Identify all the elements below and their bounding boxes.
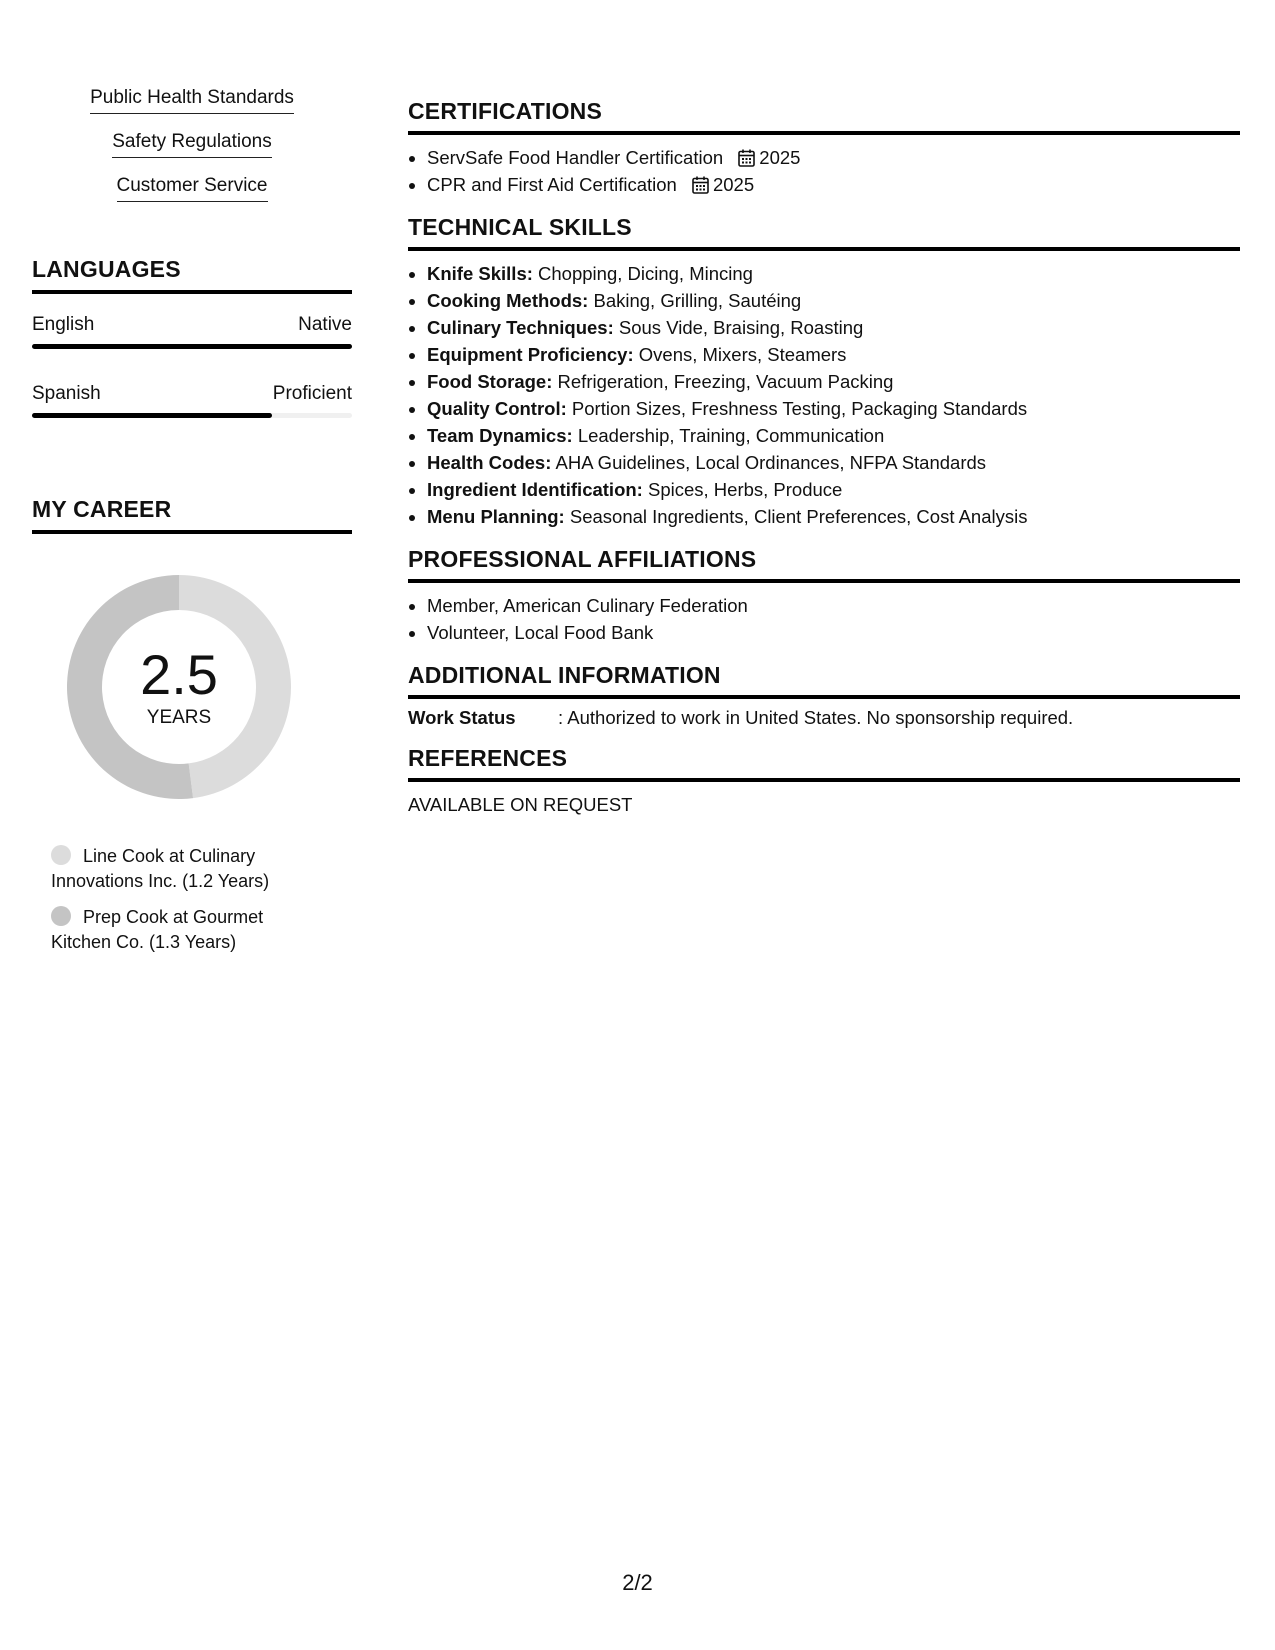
- career-section: [32, 496, 352, 955]
- calendar-icon: [692, 176, 709, 194]
- work-status-label: Work Status: [408, 707, 516, 728]
- skill-label: Culinary Techniques:: [427, 317, 614, 338]
- language-bar: [32, 413, 352, 418]
- skill-label: Quality Control:: [427, 398, 567, 419]
- skill-item: [427, 260, 1240, 287]
- technical-skills-list: [408, 260, 1240, 530]
- certification-item: [427, 144, 1240, 171]
- donut-center: [66, 574, 292, 800]
- language-name: Spanish: [32, 383, 101, 404]
- skill-value: Leadership, Training, Communication: [577, 425, 885, 446]
- affiliation-item: • Member, American Culinary Federation: [427, 592, 1240, 619]
- references-heading: REFERENCES: [408, 745, 1240, 782]
- skill-value: Sous Vide, Braising, Roasting: [618, 317, 864, 338]
- certifications-list: [408, 144, 1240, 198]
- skill-label: Team Dynamics:: [427, 425, 573, 446]
- skill-item: [427, 476, 1240, 503]
- work-status-row: [408, 707, 1240, 729]
- skill-value: AHA Guidelines, Local Ordinances, NFPA Standards: [555, 452, 987, 473]
- career-heading: MY CAREER: [32, 496, 352, 534]
- legend-dot: [51, 906, 71, 926]
- skill-tag: Public Health Standards: [90, 86, 294, 114]
- language-bar-fill: [32, 344, 352, 349]
- additional-info-heading: ADDITIONAL INFORMATION: [408, 662, 1240, 699]
- language-item: [32, 314, 352, 349]
- skill-label: Equipment Proficiency:: [427, 344, 634, 365]
- languages-section: [32, 256, 352, 418]
- affiliations-list: [408, 592, 1240, 646]
- references-text: AVAILABLE ON REQUEST: [408, 794, 633, 815]
- skill-item: [427, 287, 1240, 314]
- certification-year: 2025: [712, 174, 755, 195]
- page-number: 2/2: [622, 1570, 653, 1595]
- calendar-icon: [738, 149, 755, 167]
- skill-label: Knife Skills:: [427, 263, 533, 284]
- skill-item: [427, 368, 1240, 395]
- references-section: [408, 745, 1240, 816]
- certification-year: 2025: [759, 147, 801, 168]
- skill-value: Portion Sizes, Freshness Testing, Packaging Standards: [571, 398, 1028, 419]
- right-column: [408, 98, 1240, 832]
- legend-label: Prep Cook at Gourmet Kitchen Co. (1.3 Years): [51, 907, 264, 952]
- skill-label: Ingredient Identification:: [427, 479, 643, 500]
- certification-name: ServSafe Food Handler Certification: [427, 147, 724, 168]
- language-item: [32, 383, 352, 418]
- skill-value: Seasonal Ingredients, Client Preferences, Cost Analysis: [569, 506, 1028, 527]
- additional-info-section: [408, 662, 1240, 729]
- certification-item: [427, 171, 1240, 198]
- certifications-section: [408, 98, 1240, 198]
- legend-label: Line Cook at Culinary Innovations Inc. (1.2 Years): [51, 846, 270, 891]
- skill-item: [427, 395, 1240, 422]
- affiliations-section: [408, 546, 1240, 646]
- skill-label: Health Codes:: [427, 452, 552, 473]
- career-total-value: 2.5: [140, 643, 218, 706]
- skill-value: Ovens, Mixers, Steamers: [638, 344, 847, 365]
- technical-skills-heading: TECHNICAL SKILLS: [408, 214, 1240, 251]
- skill-label: Cooking Methods:: [427, 290, 589, 311]
- skill-value: Baking, Grilling, Sautéing: [593, 290, 802, 311]
- skill-value: Spices, Herbs, Produce: [647, 479, 843, 500]
- technical-skills-section: [408, 214, 1240, 530]
- certifications-heading: CERTIFICATIONS: [408, 98, 1240, 135]
- skill-tag: Safety Regulations: [112, 130, 272, 158]
- language-bar-fill: [32, 413, 272, 418]
- skill-label: Menu Planning:: [427, 506, 565, 527]
- language-name: English: [32, 314, 95, 335]
- skill-tag: Customer Service: [117, 174, 268, 202]
- skill-value: Chopping, Dicing, Mincing: [538, 263, 753, 284]
- left-column: [32, 86, 352, 966]
- certification-name: CPR and First Aid Certification: [427, 174, 677, 195]
- legend-item: [51, 905, 311, 955]
- skill-item: [427, 503, 1240, 530]
- language-bar: [32, 344, 352, 349]
- legend-dot: [51, 845, 71, 865]
- skill-item: [427, 314, 1240, 341]
- affiliation-item: • Volunteer, Local Food Bank: [427, 619, 1240, 646]
- skill-item: [427, 422, 1240, 449]
- skill-label: Food Storage:: [427, 371, 553, 392]
- language-level: Native: [298, 314, 352, 335]
- skill-tags: [32, 86, 352, 218]
- skill-item: [427, 449, 1240, 476]
- affiliations-heading: PROFESSIONAL AFFILIATIONS: [408, 546, 1240, 583]
- legend-item: [51, 844, 311, 894]
- career-donut-chart: [66, 574, 306, 814]
- languages-heading: LANGUAGES: [32, 256, 352, 294]
- career-legend: [51, 844, 311, 955]
- work-status-value: : Authorized to work in United States. No sponsorship required.: [558, 707, 1074, 728]
- career-total-unit: YEARS: [146, 707, 212, 728]
- skill-value: Refrigeration, Freezing, Vacuum Packing: [557, 371, 894, 392]
- skill-item: [427, 341, 1240, 368]
- language-level: Proficient: [272, 383, 352, 404]
